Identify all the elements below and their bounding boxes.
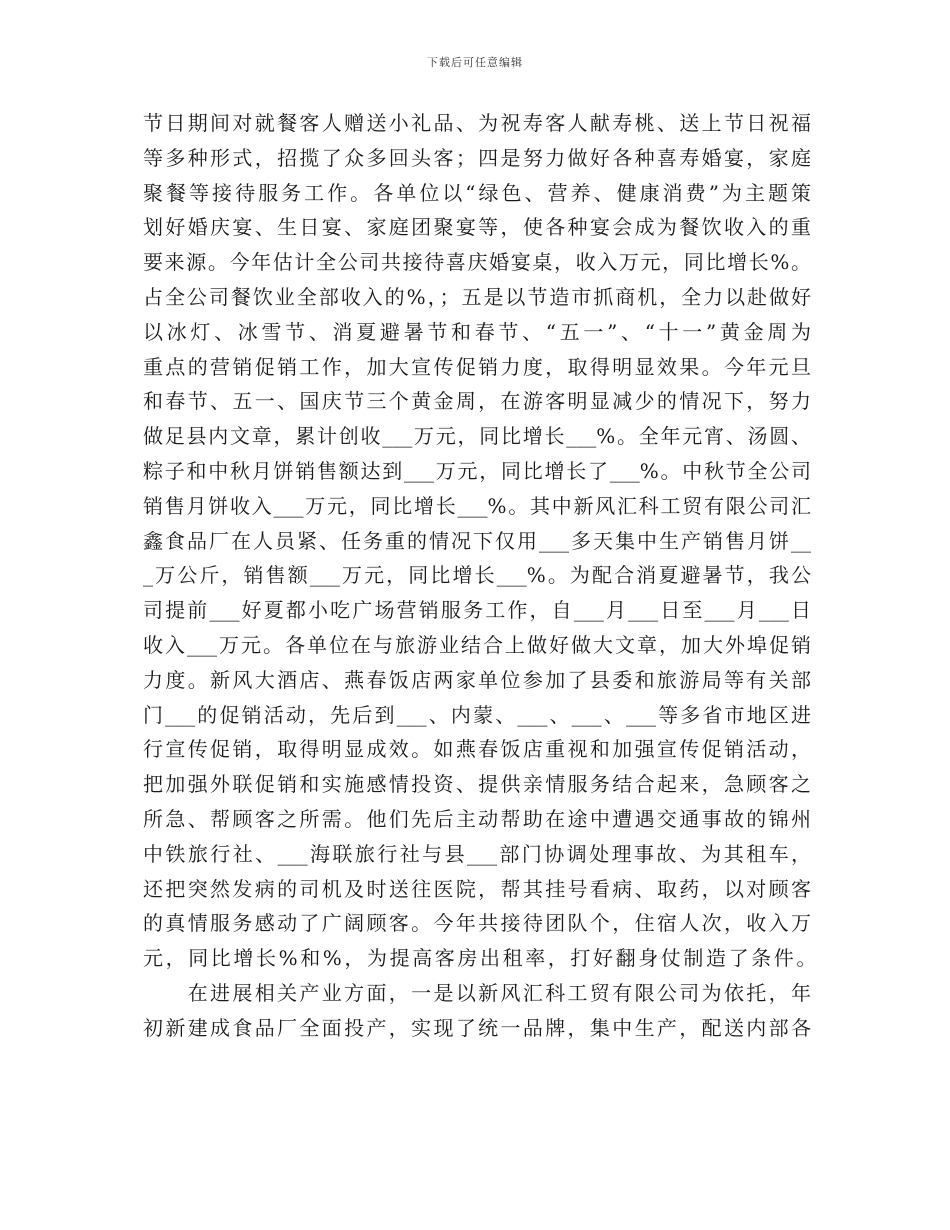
- text-line: 重点的营销促销工作，加大宣传促销力度，取得明显效果。今年元旦: [143, 354, 811, 379]
- text-line: 做足县内文章，累计创收___万元，同比增长___%。全年元宵、汤圆、: [143, 424, 811, 449]
- text-line: 节日期间对就餐客人赠送小礼品、为祝寿客人献寿桃、送上节日祝福: [143, 111, 811, 135]
- text-line: 所急、帮顾客之所需。他们先后主动帮助在途中遭遇交通事故的锦州: [143, 806, 811, 831]
- document-body: [143, 106, 820, 1046]
- text-line: 划好婚庆宴、生日宴、家庭团聚宴等，使各种宴会成为餐饮收入的重: [143, 215, 811, 240]
- text-line: 司提前___好夏都小吃广场营销服务工作，自___月___日至___月___日: [143, 598, 811, 623]
- text-line: 聚餐等接待服务工作。各单位以“绿色、营养、健康消费”为主题策: [143, 180, 811, 205]
- text-line: 收入___万元。各单位在与旅游业结合上做好做大文章，加大外埠促销: [143, 632, 811, 657]
- text-line: 占全公司餐饮业全部收入的%，；五是以节造市抓商机，全力以赴做好: [143, 284, 811, 309]
- text-line: 要来源。今年估计全公司共接待喜庆婚宴桌，收入万元，同比增长%。: [143, 250, 811, 275]
- text-line: 行宣传促销，取得明显成效。如燕春饭店重视和加强宣传促销活动，: [143, 737, 811, 762]
- text-line: 力度。新风大酒店、燕春饭店两家单位参加了县委和旅游局等有关部: [143, 667, 811, 692]
- text-line: 销售月饼收入___万元，同比增长___%。其中新风汇科工贸有限公司汇: [143, 493, 811, 518]
- paragraph-start-line: 在进展相关产业方面，一是以新风汇科工贸有限公司为依托，年: [143, 980, 811, 1005]
- text-line: 门___的促销活动，先后到___、内蒙、___、___、___等多省市地区进: [143, 702, 811, 727]
- text-line: 的真情服务感动了广阔顾客。今年共接待团队个，住宿人次，收入万: [143, 911, 811, 936]
- text-line: 把加强外联促销和实施感情投资、提供亲情服务结合起来，急顾客之: [143, 772, 811, 797]
- page-header-note: 下载后可任意编辑: [427, 56, 523, 69]
- text-line: 初新建成食品厂全面投产，实现了统一品牌，集中生产，配送内部各: [143, 1015, 811, 1040]
- text-line: 等多种形式，招揽了众多回头客；四是努力做好各种喜寿婚宴，家庭: [143, 145, 811, 170]
- text-line: _万公斤，销售额___万元，同比增长___%。为配合消夏避暑节，我公: [143, 563, 811, 588]
- text-line: 粽子和中秋月饼销售额达到___万元，同比增长了___%。中秋节全公司: [143, 458, 811, 483]
- text-line: 中铁旅行社、___海联旅行社与县___部门协调处理事故、为其租车，: [143, 841, 811, 866]
- text-line: 鑫食品厂在人员紧、任务重的情况下仅用___多天集中生产销售月饼__: [143, 528, 811, 553]
- text-line: 还把突然发病的司机及时送往医院，帮其挂号看病、取药，以对顾客: [143, 876, 811, 901]
- text-line: 以冰灯、冰雪节、消夏避暑节和春节、“五一”、“十一”黄金周为: [143, 319, 811, 344]
- text-line: 和春节、五一、国庆节三个黄金周，在游客明显减少的情况下，努力: [143, 389, 811, 414]
- paragraph-end-line: 元，同比增长%和%，为提高客房出租率，打好翻身仗制造了条件。: [143, 946, 820, 971]
